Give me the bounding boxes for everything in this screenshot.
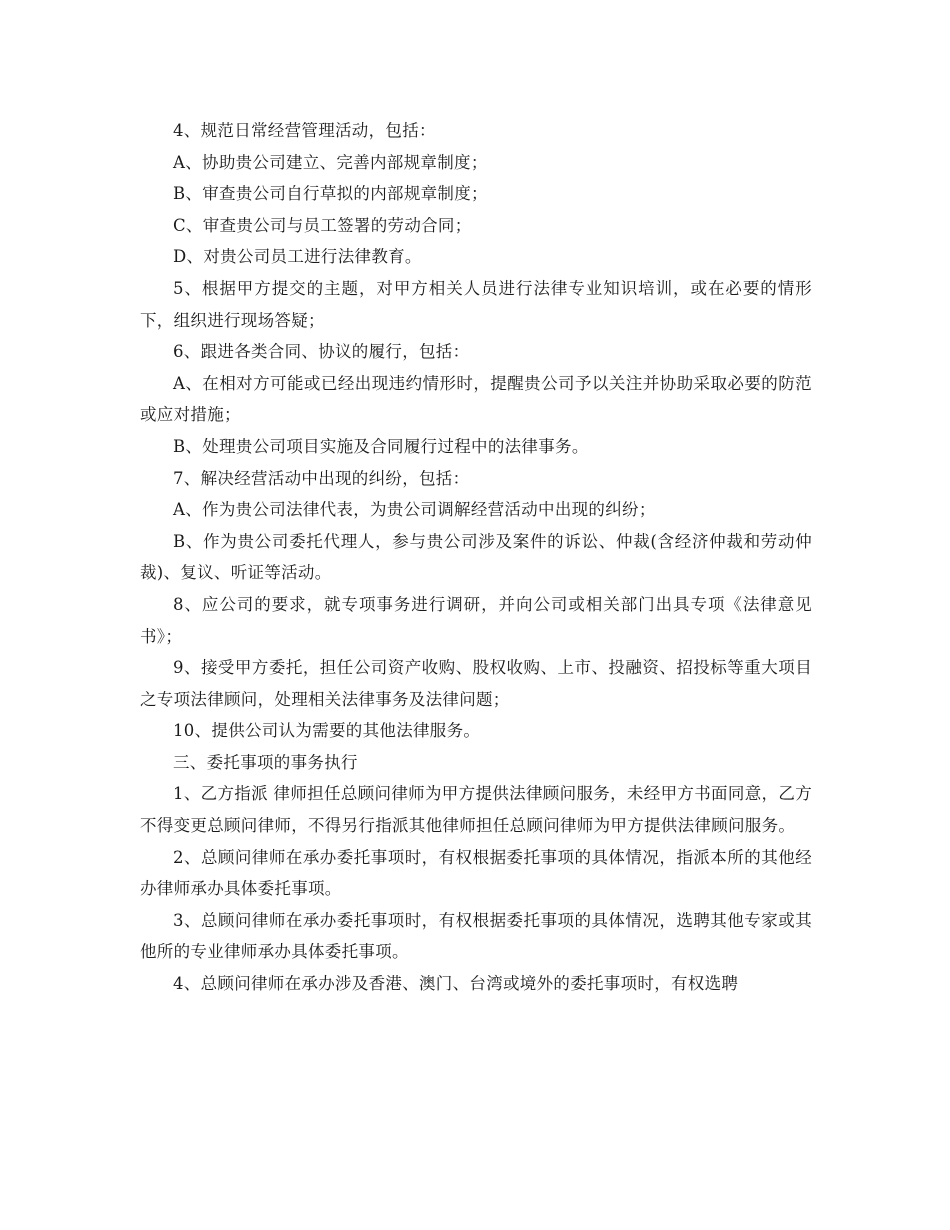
- paragraph-item-4c: C、审查贵公司与员工签署的劳动合同；: [173, 215, 472, 235]
- document-body: [140, 115, 812, 1000]
- paragraph-item-6: 6、跟进各类合同、协议的履行，包括：: [173, 342, 470, 362]
- paragraph-item-4: 4、规范日常经营管理活动，包括：: [173, 121, 436, 140]
- paragraph-item-9: 9、接受甲方委托，担任公司资产收购、股权收购、上市、投融资、招投标等重大项目之专项法律顾问，处理相关法律事务及法律问题；: [140, 658, 812, 709]
- paragraph-clause-2: 2、总顾问律师在承办委托事项时，有权根据委托事项的具体情况，指派本所的其他经办律师承办具体委托事项。: [140, 847, 812, 899]
- paragraph-item-4d: D、对贵公司员工进行法律教育。: [173, 247, 422, 267]
- paragraph-clause-1: 1、乙方指派 律师担任总顾问律师为甲方提供法律顾问服务，未经甲方书面同意，乙方不得变更总顾问律师，不得另行指派其他律师担任总顾问律师为甲方提供法律顾问服务。: [140, 784, 812, 836]
- paragraph-item-4b: B、审查贵公司自行草拟的内部规章制度；: [173, 184, 488, 204]
- paragraph-item-10: 10、提供公司认为需要的其他法律服务。: [173, 721, 481, 741]
- paragraph-item-4a: A、协助贵公司建立、完善内部规章制度；: [173, 152, 488, 172]
- paragraph-item-5: 5、根据甲方提交的主题，对甲方相关人员进行法律专业知识培训，或在必要的情形下，组织进行现场答疑；: [140, 278, 812, 330]
- paragraph-item-7: 7、解决经营活动中出现的纠纷，包括：: [173, 468, 470, 488]
- paragraph-clause-3: 3、总顾问律师在承办委托事项时，有权根据委托事项的具体情况，选聘其他专家或其他所的专业律师承办具体委托事项。: [140, 910, 812, 962]
- paragraph-item-7a: A、作为贵公司法律代表，为贵公司调解经营活动中出现的纠纷；: [173, 500, 656, 520]
- section-heading-three: 三、委托事项的事务执行: [173, 752, 358, 772]
- paragraph-clause-4: 4、总顾问律师在承办涉及香港、澳门、台湾或境外的委托事项时，有权选聘: [173, 974, 739, 994]
- paragraph-item-7b: B、作为贵公司委托代理人，参与贵公司涉及案件的诉讼、仲裁(含经济仲裁和劳动仲裁)、复议、听证等活动。: [140, 531, 812, 583]
- paragraph-item-6a: A、在相对方可能或已经出现违约情形时，提醒贵公司予以关注并协助采取必要的防范或应对措施；: [140, 373, 812, 425]
- paragraph-item-8: 8、应公司的要求，就专项事务进行调研，并向公司或相关部门出具专项《法律意见书》；: [140, 594, 812, 646]
- paragraph-item-6b: B、处理贵公司项目实施及合同履行过程中的法律事务。: [173, 436, 589, 456]
